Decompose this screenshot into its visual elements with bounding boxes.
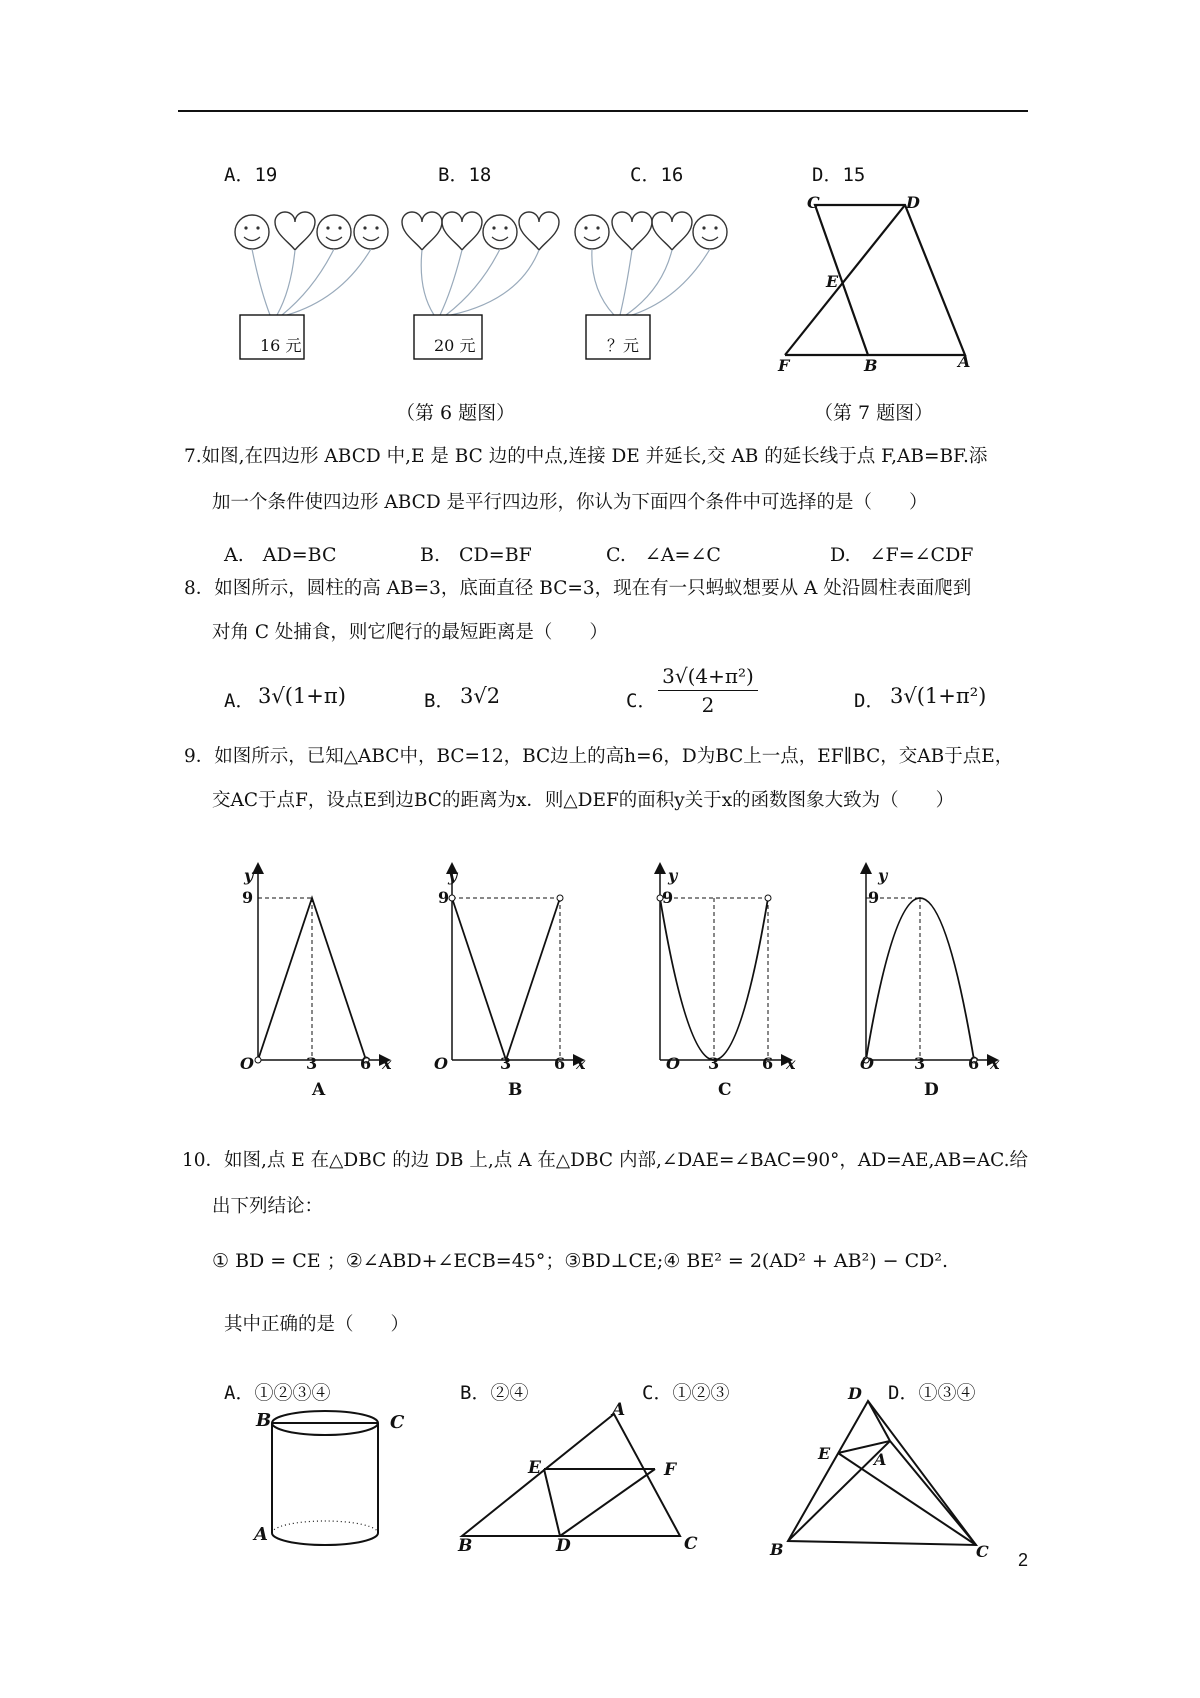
q9-b-origin: O (434, 1054, 448, 1073)
q10-option-b: B．②④ (460, 1382, 529, 1404)
tri-label-f: F (664, 1460, 677, 1480)
q7-label-e: E (826, 272, 839, 291)
q9-graph-a (255, 865, 388, 1063)
q10-conclusions: ① BD = CE ；②∠ABD+∠ECB=45°；③BD⊥CE;④ BE² = 2(AD² + AB²) − CD². (212, 1250, 949, 1272)
q8-stem-line1: 8．如图所示，圆柱的高 AB=3，底面直径 BC=3，现在有一只蚂蚁想要从 A 处沿圆柱表面爬到 (184, 578, 972, 599)
tri-label-b: B (458, 1536, 473, 1556)
q6-option-b: B．18 (438, 164, 492, 186)
q8-option-c-fraction (658, 664, 758, 717)
q9-c-ymax: 9 (662, 888, 674, 907)
q7-option-d: D. ∠F=∠CDF (830, 544, 974, 566)
q9-a-y-label: y (244, 866, 254, 885)
q9-stem-line1: 9．如图所示，已知△ABC中，BC=12，BC边上的高h=6，D为BC上一点，EF∥BC，交AB于点E， (184, 746, 1014, 767)
q7-label-f: F (778, 356, 790, 375)
tri-label-d: D (556, 1536, 571, 1556)
page-number: 2 (1017, 1550, 1028, 1570)
tri2-label-c: C (976, 1542, 989, 1561)
q9-graph-d (863, 865, 996, 1063)
q7-option-b: B. CD=BF (420, 544, 532, 566)
tri-label-a: A (612, 1400, 626, 1420)
q9-graph-d-title: D (924, 1080, 939, 1100)
q9-graphs (230, 860, 1030, 1100)
tri2-label-a: A (874, 1450, 887, 1469)
q9-b-xmid: 3 (500, 1054, 512, 1073)
q8-option-d-value: 3√(1+π²) (890, 684, 987, 708)
q9-d-xmax: 6 (968, 1054, 980, 1073)
q9-a-x-label: x (382, 1054, 392, 1073)
q6-option-a: A．19 (224, 164, 278, 186)
q9-d-x-label: x (990, 1054, 1000, 1073)
q8-option-a-letter: A． (224, 690, 255, 712)
q7-option-a: A. AD=BC (224, 544, 337, 566)
q9-b-xmax: 6 (554, 1054, 566, 1073)
q8-option-c-letter: C． (626, 690, 657, 712)
q10-option-a: A．①②③④ (224, 1382, 331, 1404)
q10-stem-line1: 10．如图,点 E 在△DBC 的边 DB 上,点 A 在△DBC 内部,∠DAE=∠BAC=90°，AD=AE,AB=AC.给 (182, 1150, 1029, 1171)
q7-label-d: D (906, 193, 920, 212)
q9-b-y-label: y (448, 866, 458, 885)
tri-label-e: E (528, 1458, 541, 1478)
q7-label-b: B (864, 356, 878, 375)
q9-a-ymax: 9 (242, 888, 254, 907)
q9-b-ymax: 9 (438, 888, 450, 907)
q9-c-origin: O (666, 1054, 680, 1073)
q8-option-b-letter: B． (424, 690, 455, 712)
q9-c-x-label: x (786, 1054, 796, 1073)
q10-triangle-figure (780, 1395, 990, 1555)
cyl-label-c: C (390, 1412, 405, 1433)
q7-quadrilateral-figure (770, 195, 990, 375)
q9-graph-b-title: B (508, 1080, 523, 1100)
q9-d-origin: O (860, 1054, 874, 1073)
tri2-label-e: E (818, 1444, 831, 1463)
q9-graph-b (449, 865, 582, 1060)
q9-c-xmid: 3 (708, 1054, 720, 1073)
cyl-label-b: B (256, 1410, 272, 1431)
tri-label-c: C (684, 1534, 698, 1554)
q9-graph-c-title: C (718, 1080, 732, 1100)
q9-b-x-label: x (576, 1054, 586, 1073)
header-rule (178, 110, 1028, 112)
tri2-label-d: D (848, 1384, 862, 1403)
q8-option-b-value: 3√2 (460, 684, 501, 708)
q9-c-y-label: y (668, 866, 678, 885)
tri2-label-b: B (770, 1540, 784, 1559)
q9-d-y-label: y (878, 866, 888, 885)
q7-label-a: A (958, 352, 971, 371)
q7-option-c: C. ∠A=∠C (606, 544, 721, 566)
q8-stem-line2: 对角 C 处捕食，则它爬行的最短距离是（ ） (212, 622, 608, 643)
q10-option-c: C．①②③ (642, 1382, 730, 1404)
q9-a-xmax: 6 (360, 1054, 372, 1073)
q6-option-c: C．16 (630, 164, 684, 186)
q10-stem-line2: 出下列结论： (212, 1196, 324, 1217)
q9-d-xmid: 3 (914, 1054, 926, 1073)
q10-option-d: D．①③④ (888, 1382, 976, 1404)
q7-caption: （第 7 题图） (814, 402, 934, 424)
q6-option-d: D．15 (812, 164, 866, 186)
q6-price-3: ？元 (607, 336, 640, 355)
q9-d-ymax: 9 (868, 888, 880, 907)
q9-stem-line2: 交AC于点F，设点E到边BC的距离为x．则△DEF的面积y关于x的函数图象大致为（ ） (212, 790, 955, 811)
q7-stem-line1: 7.如图,在四边形 ABCD 中,E 是 BC 边的中点,连接 DE 并延长,交 AB 的延长线于点 F,AB=BF.添 (184, 446, 988, 467)
q9-a-xmid: 3 (306, 1054, 318, 1073)
q9-c-xmax: 6 (762, 1054, 774, 1073)
q8-cylinder-figure (270, 1405, 400, 1565)
q7-stem-line2: 加一个条件使四边形 ABCD 是平行四边形，你认为下面四个条件中可选择的是（ ） (212, 492, 928, 513)
q6-price-1: 16 元 (260, 336, 302, 355)
q8-option-d-letter: D． (854, 690, 885, 712)
q9-a-origin: O (240, 1054, 254, 1073)
q8-option-c-denominator: 2 (701, 693, 715, 717)
q8-option-c-numerator: 3√(4+π²) (658, 664, 758, 691)
q8-option-a-value: 3√(1+π) (258, 684, 346, 708)
cyl-label-a: A (254, 1524, 268, 1545)
q10-stem-line4: 其中正确的是（ ） (224, 1314, 410, 1335)
q6-caption: （第 6 题图） (396, 402, 516, 424)
q9-graph-c (657, 865, 790, 1060)
q7-label-c: C (807, 193, 820, 212)
q9-graph-a-title: A (312, 1080, 326, 1100)
q6-price-2: 20 元 (434, 336, 476, 355)
